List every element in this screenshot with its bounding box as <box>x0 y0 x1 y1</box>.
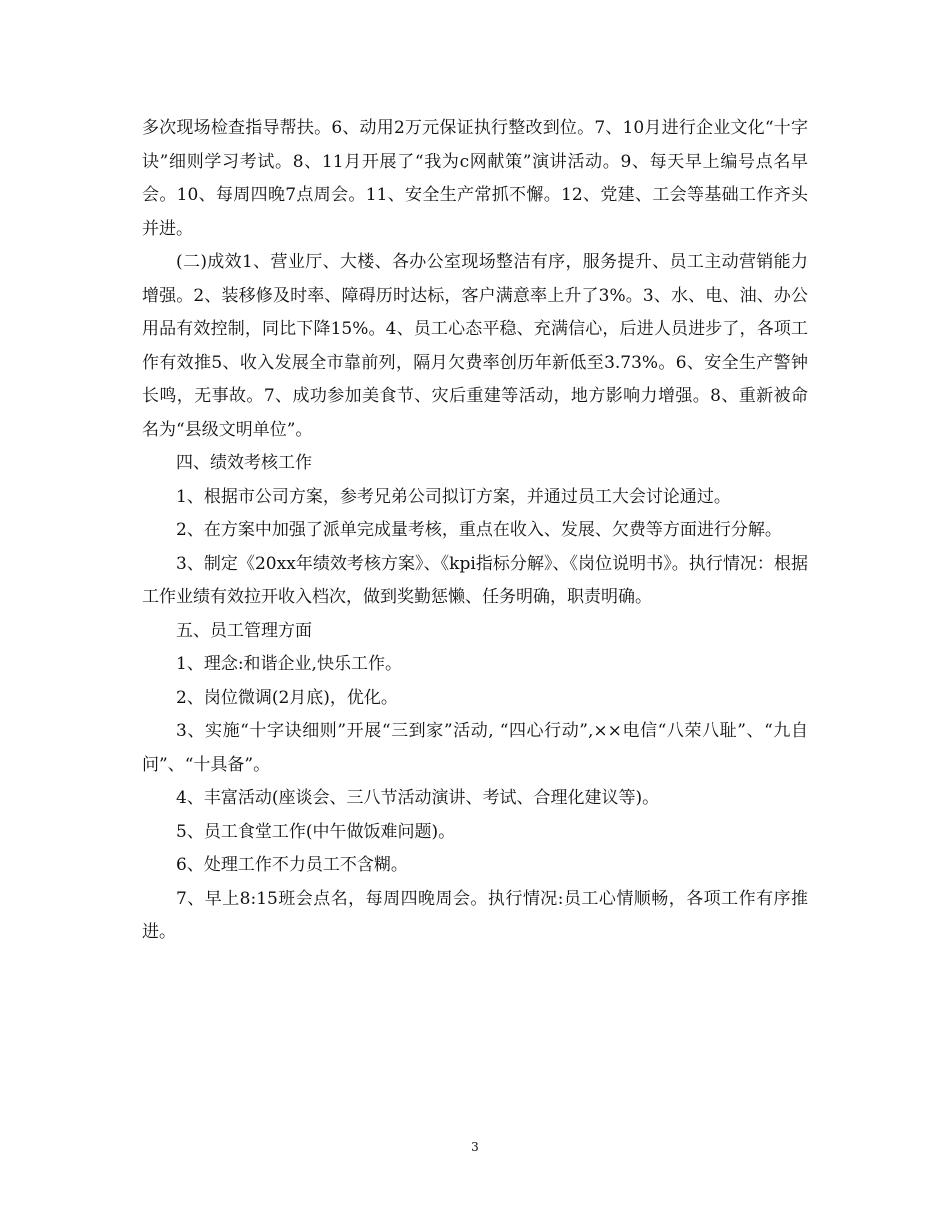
paragraph: 3、制定《20xx年绩效考核方案》、《kpi指标分解》、《岗位说明书》。执行情况：根据工作业绩有效拉开收入档次，做到奖勤惩懒、任务明确，职责明确。 <box>142 553 808 607</box>
paragraph: 6、处理工作不力员工不含糊。 <box>176 855 408 875</box>
paragraph: 5、员工食堂工作(中午做饭难问题)。 <box>176 821 456 842</box>
page-number: 3 <box>471 1140 479 1154</box>
paragraph: 3、实施“十字诀细则”开展“三到家”活动, “四心行动”,××电信“八荣八耻”、“九自问”、“十具备”。 <box>142 721 808 775</box>
paragraph: 1、根据市公司方案，参考兄弟公司拟订方案，并通过员工大会讨论通过。 <box>176 486 731 507</box>
section-heading: 四、绩效考核工作 <box>176 453 312 473</box>
document-body <box>142 112 808 950</box>
paragraph: 1、理念:和谐企业,快乐工作。 <box>176 654 402 674</box>
paragraph: 2、岗位微调(2月底)，优化。 <box>176 687 398 708</box>
paragraph: (二)成效1、营业厅、大楼、各办公室现场整洁有序，服务提升、员工主动营销能力增强。2、装移修及时率、障碍历时达标，客户满意率上升了3%。3、水、电、油、办公用品有效控制，同比下降15%。4、员工心态平稳、充满信心，后进人员进步了，各项工作有效推5、收入发展全市靠前列，隔月欠费率创历年新低至3.73%。6、安全生产警钟长鸣，无事故。7、成功参加美食节、灾后重建等活动，地方影响力增强。8、重新被命名为“县级文明单位”。 <box>142 252 808 440</box>
paragraph: 多次现场检查指导帮扶。6、动用2万元保证执行整改到位。7、10月进行企业文化“十字诀”细则学习考试。8、11月开展了“我为c网献策”演讲活动。9、每天早上编号点名早会。10、每周四晚7点周会。11、安全生产常抓不懈。12、党建、工会等基础工作齐头并进。 <box>142 118 808 239</box>
paragraph: 7、早上8:15班会点名，每周四晚周会。执行情况:员工心情顺畅，各项工作有序推进。 <box>142 888 808 942</box>
paragraph: 4、丰富活动(座谈会、三八节活动演讲、考试、合理化建议等)。 <box>176 788 660 808</box>
paragraph: 2、在方案中加强了派单完成量考核，重点在收入、发展、欠费等方面进行分解。 <box>176 520 782 540</box>
section-heading: 五、员工管理方面 <box>176 620 312 641</box>
